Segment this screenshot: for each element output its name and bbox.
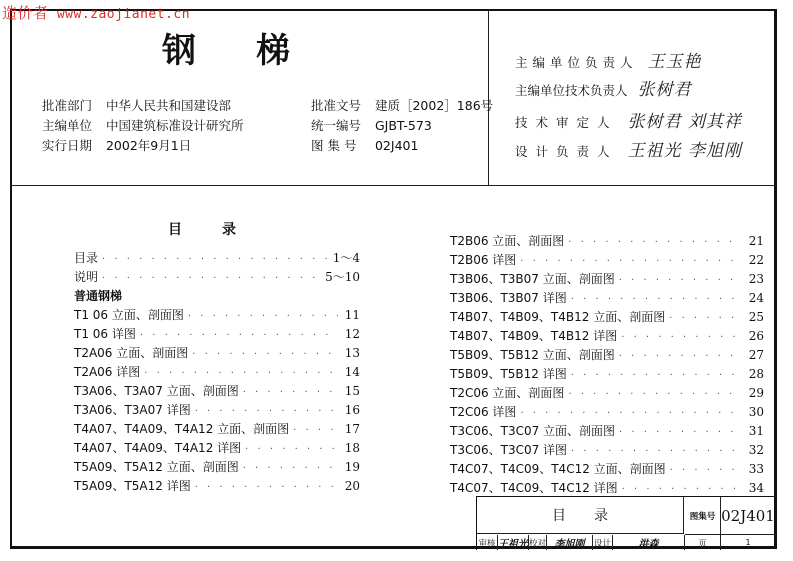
leader-dots [669,309,742,328]
toc-entry-page: 32 [748,443,764,457]
drawing-name: 目录 [477,497,684,534]
leader-dots [144,364,338,383]
toc-entry[interactable] [450,365,764,384]
toc-entry-title: T3A06、T3A07 详图 [74,403,191,417]
atlas-number-value: 02J401 [721,497,775,535]
design-label: 设计 [593,535,613,550]
role-label: 主编单位负责人 [515,55,638,70]
toc-entry[interactable] [450,460,764,479]
approval-info [42,96,244,156]
review-signature: 王祖光 [498,535,529,550]
toc-entry[interactable] [74,306,360,325]
toc-entry[interactable] [74,268,360,287]
toc-entry-page: 30 [748,405,764,419]
toc-entry-title: T2B06 详图 [450,253,517,267]
leader-dots [102,269,321,288]
responsibility-row [515,107,742,132]
meta-row [311,116,493,136]
leader-dots [102,250,329,269]
leader-dots [571,442,742,461]
toc-entry-title: T2A06 立面、剖面图 [74,346,189,360]
toc-entry[interactable] [74,325,360,344]
page-label: 页 [685,535,721,550]
signature: 王祖光 李旭刚 [627,141,742,161]
document-numbers [311,96,493,156]
toc-entry-title: T5A09、T5A12 立面、剖面图 [74,460,239,474]
drawing-frame [10,9,777,549]
toc-entry-title: T3C06、T3C07 立面、剖面图 [450,424,616,438]
toc-entry-page: 5～10 [325,270,360,284]
meta-value: 2002年9月1日 [105,138,192,153]
leader-dots [520,252,742,271]
meta-value: 中华人民共和国建设部 [105,98,231,113]
toc-entry-title: T2A06 详图 [74,365,141,379]
leader-dots [243,459,338,478]
leader-dots [293,421,338,440]
meta-row [42,96,244,116]
toc-entry[interactable] [74,382,360,401]
responsibility-row [515,47,702,72]
signature: 张树君 [637,80,692,100]
toc-entry-title: T2C06 立面、剖面图 [450,386,565,400]
toc-entry-title: T1 06 立面、剖面图 [74,308,184,322]
meta-value: 02J401 [374,138,419,153]
toc-right-column [450,232,764,498]
toc-entry[interactable] [450,403,764,422]
leader-dots [619,271,742,290]
toc-entry-page: 16 [344,403,360,417]
meta-label: 批准部门 [42,98,93,113]
toc-entry-page: 19 [344,460,360,474]
toc-entry[interactable] [74,249,360,268]
toc-entry-page: 28 [748,367,764,381]
toc-entry-page: 18 [344,441,360,455]
role-label: 主编单位技术负责人 [515,83,628,98]
meta-label: 主编单位 [42,118,93,133]
toc-entry[interactable] [74,401,360,420]
watermark-cn: 造价者 [2,4,49,22]
leader-dots [571,366,742,385]
meta-row [42,116,244,136]
toc-entry-title: T4A07、T4A09、T4A12 立面、剖面图 [74,422,290,436]
atlas-number-label: 图集号 [685,497,721,535]
toc-entry[interactable] [74,477,360,496]
toc-entry-title: T3A06、T3A07 立面、剖面图 [74,384,239,398]
toc-entry[interactable] [74,344,360,363]
check-label: 校对 [529,535,547,550]
leader-dots [571,290,742,309]
toc-entry-title: T1 06 详图 [74,327,136,341]
toc-entry[interactable] [450,232,764,251]
toc-entry-title: 目录 [74,251,99,265]
toc-entry-title: T4C07、T4C09、T4C12 立面、剖面图 [450,462,666,476]
leader-dots [192,345,338,364]
leader-dots [195,478,338,497]
toc-entry-title: T4B07、T4B09、T4B12 立面、剖面图 [450,310,666,324]
header-left-panel [12,11,494,185]
title-block [476,496,775,550]
toc-entry-page: 11 [344,308,360,322]
toc-entry[interactable] [74,363,360,382]
leader-dots [619,423,742,442]
toc-entry-page: 25 [748,310,764,324]
toc-entry-title: T2C06 详图 [450,405,517,419]
leader-dots [520,404,742,423]
toc-entry-page: 23 [748,272,764,286]
toc-section-title: 普通钢梯 [74,289,123,303]
responsibility-panel [489,11,774,185]
toc-entry-title: T4A07、T4A09、T4A12 详图 [74,441,242,455]
meta-value: GJBT-573 [374,118,432,133]
cover-header [12,11,774,186]
toc-entry-title: T5A09、T5A12 详图 [74,479,191,493]
toc-entry-page: 13 [344,346,360,360]
leader-dots [243,383,338,402]
toc-entry-title: T3B06、T3B07 立面、剖面图 [450,272,615,286]
watermark [2,2,190,23]
toc-left-column [74,249,360,496]
toc-section-heading [74,287,360,306]
page-number: 1 [745,538,751,547]
toc-entry[interactable] [450,270,764,289]
toc-entry-page: 15 [344,384,360,398]
toc-entry-page: 33 [748,462,764,476]
toc-heading: 目录 [168,222,276,238]
toc-entry[interactable] [450,308,764,327]
design-signature: 洪森 [613,535,685,550]
meta-label: 图 集 号 [311,138,357,153]
leader-dots [670,461,742,480]
leader-dots [619,347,742,366]
meta-label: 统一编号 [311,118,362,133]
toc-entry-page: 22 [748,253,764,267]
review-label: 审核 [477,535,498,550]
toc-entry[interactable] [74,439,360,458]
toc-entry-page: 17 [344,422,360,436]
watermark-url: www.zaojianet.cn [56,7,191,22]
leader-dots [195,402,338,421]
toc-entry-page: 14 [344,365,360,379]
toc-entry[interactable] [450,251,764,270]
toc-entry-page: 29 [748,386,764,400]
toc-entry-page: 21 [748,234,764,248]
check-signature: 李旭刚 [547,535,593,550]
meta-row [42,136,244,156]
toc-entry-page: 31 [748,424,764,438]
toc-entry[interactable] [450,327,764,346]
role-label: 设计负责人 [515,144,618,159]
leader-dots [621,328,742,347]
meta-row [311,96,493,116]
responsibility-row [515,136,742,161]
leader-dots [568,233,742,252]
toc-entry-title: T5B09、T5B12 详图 [450,367,567,381]
leader-dots [188,307,338,326]
toc-entry-page: 34 [748,481,764,495]
toc-entry-title: T3B06、T3B07 详图 [450,291,567,305]
leader-dots [568,385,742,404]
leader-dots [140,326,338,345]
toc-entry-title: 说明 [74,270,99,284]
toc-entry-page: 26 [748,329,764,343]
toc-entry-page: 24 [748,291,764,305]
signature: 王玉艳 [647,52,702,72]
meta-value: 建质［2002］186号 [374,98,494,113]
responsibility-row [515,75,692,100]
toc-entry-page: 20 [344,479,360,493]
toc-entry[interactable] [450,384,764,403]
meta-row [311,136,493,156]
toc-entry-title: T4C07、T4C09、T4C12 详图 [450,481,618,495]
toc-entry-title: T3C06、T3C07 详图 [450,443,568,457]
meta-label: 实行日期 [42,138,93,153]
toc-entry-title: T4B07、T4B09、T4B12 详图 [450,329,618,343]
toc-entry[interactable] [74,458,360,477]
toc-entry[interactable] [450,441,764,460]
toc-entry[interactable] [450,346,764,365]
meta-label: 批准文号 [311,98,362,113]
toc-entry-title: T5B09、T5B12 立面、剖面图 [450,348,615,362]
toc-entry-title: T2B06 立面、剖面图 [450,234,565,248]
toc-entry[interactable] [450,422,764,441]
role-label: 技术审定人 [515,115,618,130]
document-title: 钢梯 [162,31,350,71]
toc-entry[interactable] [74,420,360,439]
toc-entry-page: 27 [748,348,764,362]
leader-dots [245,440,338,459]
meta-value: 中国建筑标准设计研究所 [105,118,244,133]
toc-entry-page: 1～4 [332,251,360,265]
toc-entry[interactable] [450,289,764,308]
signature: 张树君 刘其祥 [627,112,742,132]
toc-entry-page: 12 [344,327,360,341]
